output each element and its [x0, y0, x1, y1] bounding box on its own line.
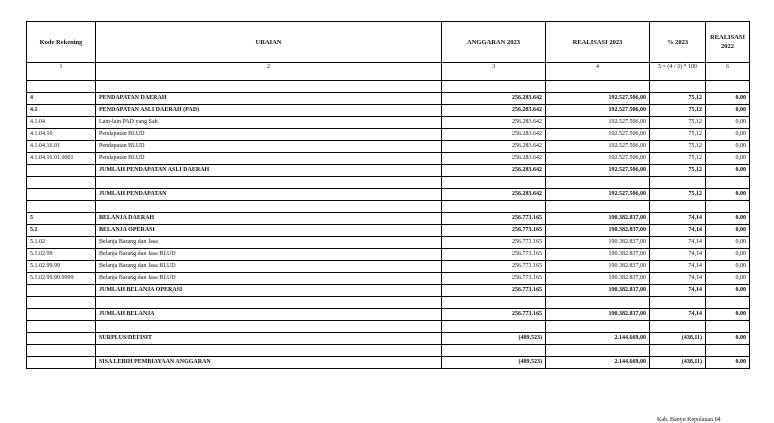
- anggaran-cell: 256.773.165: [442, 237, 546, 249]
- column-number: 5 = (4 / 3) * 100: [650, 63, 706, 81]
- empty-cell: [27, 201, 96, 213]
- anggaran-cell: 256.773.165: [442, 225, 546, 237]
- empty-cell: [27, 177, 96, 189]
- uraian-cell: JUMLAH PENDAPATAN ASLI DAERAH: [96, 165, 442, 177]
- uraian-cell: JUMLAH BELANJA: [96, 309, 442, 321]
- realisasi-cell: 190.382.837,00: [546, 213, 650, 225]
- kode-cell: 5.1.02.99: [27, 249, 96, 261]
- empty-cell: [442, 345, 546, 357]
- empty-cell: [650, 201, 706, 213]
- uraian-cell: SISA LEBIH PEMBIAYAAN ANGGARAN: [96, 357, 442, 369]
- table-row: [27, 165, 750, 177]
- persen-cell: 75,12: [650, 165, 706, 177]
- kode-cell: 4.1.04.16.01.0001: [27, 153, 96, 165]
- persen-cell: 74,14: [650, 285, 706, 297]
- realisasi-prev-cell: 0,00: [706, 333, 750, 345]
- anggaran-cell: 256.773.165: [442, 213, 546, 225]
- persen-cell: 74,14: [650, 261, 706, 273]
- blank-row: [27, 297, 750, 309]
- kode-cell: 5.1.02: [27, 237, 96, 249]
- realisasi-cell: 190.382.837,00: [546, 309, 650, 321]
- column-number: 1: [27, 63, 96, 81]
- anggaran-cell: 256.773.165: [442, 309, 546, 321]
- persen-cell: 74,14: [650, 249, 706, 261]
- uraian-cell: Lain-lain PAD yang Sah: [96, 117, 442, 129]
- uraian-cell: BELANJA DAERAH: [96, 213, 442, 225]
- empty-cell: [650, 345, 706, 357]
- blank-row: [27, 177, 750, 189]
- header-uraian: URAIAN: [96, 22, 442, 63]
- kode-cell: [27, 357, 96, 369]
- uraian-cell: JUMLAH BELANJA OPERASI: [96, 285, 442, 297]
- realisasi-cell: 192.527.506,00: [546, 153, 650, 165]
- column-number: 3: [442, 63, 546, 81]
- table-row: [27, 285, 750, 297]
- realisasi-cell: 2.144.669,00: [546, 333, 650, 345]
- empty-cell: [706, 201, 750, 213]
- anggaran-cell: 256.283.642: [442, 153, 546, 165]
- uraian-cell: Pendapatan BLUD: [96, 129, 442, 141]
- realisasi-prev-cell: 0,00: [706, 93, 750, 105]
- empty-cell: [27, 297, 96, 309]
- realisasi-cell: 190.382.837,00: [546, 273, 650, 285]
- realisasi-prev-cell: 0,00: [706, 237, 750, 249]
- realisasi-prev-cell: 0,00: [706, 117, 750, 129]
- table-row: [27, 261, 750, 273]
- anggaran-cell: 256.283.642: [442, 189, 546, 201]
- anggaran-cell: 256.283.642: [442, 105, 546, 117]
- realisasi-prev-cell: 0,00: [706, 129, 750, 141]
- persen-cell: 74,14: [650, 273, 706, 285]
- persen-cell: (438,11): [650, 333, 706, 345]
- kode-cell: [27, 285, 96, 297]
- header-realisasi-2023: REALISASI 2023: [546, 22, 650, 63]
- empty-cell: [650, 81, 706, 93]
- table-row: [27, 309, 750, 321]
- anggaran-cell: (489.523): [442, 357, 546, 369]
- realisasi-prev-cell: 0,00: [706, 273, 750, 285]
- table-row: [27, 213, 750, 225]
- kode-cell: 4.1: [27, 105, 96, 117]
- table-row: [27, 357, 750, 369]
- uraian-cell: BELANJA OPERASI: [96, 225, 442, 237]
- kode-cell: 5.1: [27, 225, 96, 237]
- realisasi-prev-cell: 0,00: [706, 165, 750, 177]
- kode-cell: [27, 309, 96, 321]
- empty-cell: [96, 177, 442, 189]
- persen-cell: (438,11): [650, 357, 706, 369]
- empty-cell: [442, 177, 546, 189]
- table-body: [27, 81, 750, 369]
- anggaran-cell: 256.283.642: [442, 93, 546, 105]
- realisasi-cell: 192.527.506,00: [546, 117, 650, 129]
- empty-cell: [546, 201, 650, 213]
- anggaran-cell: 256.283.642: [442, 117, 546, 129]
- table-row: [27, 333, 750, 345]
- empty-cell: [96, 81, 442, 93]
- realisasi-cell: 190.382.837,00: [546, 249, 650, 261]
- table-row: [27, 129, 750, 141]
- realisasi-prev-cell: 0,00: [706, 153, 750, 165]
- empty-cell: [546, 297, 650, 309]
- empty-cell: [706, 177, 750, 189]
- persen-cell: 75,12: [650, 117, 706, 129]
- kode-cell: 4.1.04: [27, 117, 96, 129]
- blank-row: [27, 321, 750, 333]
- persen-cell: 74,14: [650, 213, 706, 225]
- uraian-cell: Belanja Barang dan Jasa BLUD: [96, 261, 442, 273]
- empty-cell: [546, 177, 650, 189]
- budget-realization-table: [26, 21, 750, 369]
- column-number: 4: [546, 63, 650, 81]
- realisasi-prev-cell: 0,00: [706, 309, 750, 321]
- uraian-cell: Pendapatan BLUD: [96, 153, 442, 165]
- uraian-cell: PENDAPATAN ASLI DAERAH (PAD): [96, 105, 442, 117]
- kode-cell: [27, 189, 96, 201]
- kode-cell: 4.1.04.16.01: [27, 141, 96, 153]
- header-anggaran-2023: ANGGARAN 2023: [442, 22, 546, 63]
- persen-cell: 74,14: [650, 309, 706, 321]
- realisasi-cell: 192.527.506,00: [546, 93, 650, 105]
- uraian-cell: JUMLAH PENDAPATAN: [96, 189, 442, 201]
- anggaran-cell: 256.283.642: [442, 129, 546, 141]
- empty-cell: [546, 345, 650, 357]
- table-row: [27, 141, 750, 153]
- empty-cell: [706, 345, 750, 357]
- persen-cell: 75,12: [650, 93, 706, 105]
- realisasi-cell: 192.527.506,00: [546, 165, 650, 177]
- blank-row: [27, 81, 750, 93]
- realisasi-cell: 190.382.837,00: [546, 261, 650, 273]
- empty-cell: [27, 81, 96, 93]
- table-row: [27, 153, 750, 165]
- header-kode-rekening: Kode Rekening: [27, 22, 96, 63]
- anggaran-cell: 256.283.642: [442, 141, 546, 153]
- table-row: [27, 273, 750, 285]
- table-row: [27, 237, 750, 249]
- anggaran-cell: 256.773.165: [442, 273, 546, 285]
- realisasi-cell: 190.382.837,00: [546, 237, 650, 249]
- realisasi-cell: 192.527.506,00: [546, 189, 650, 201]
- realisasi-prev-cell: 0,00: [706, 213, 750, 225]
- column-number-row: [27, 63, 750, 81]
- uraian-cell: PENDAPATAN DAERAH: [96, 93, 442, 105]
- empty-cell: [442, 321, 546, 333]
- persen-cell: 74,14: [650, 225, 706, 237]
- column-number: 6: [706, 63, 750, 81]
- page-footer: Kab. Banyu Kepulauan 04: [657, 417, 721, 423]
- empty-cell: [650, 297, 706, 309]
- kode-cell: 4.1.04.16: [27, 129, 96, 141]
- column-number: 2: [96, 63, 442, 81]
- kode-cell: [27, 165, 96, 177]
- empty-cell: [27, 345, 96, 357]
- uraian-cell: Pendapatan BLUD: [96, 141, 442, 153]
- empty-cell: [442, 81, 546, 93]
- anggaran-cell: 256.773.165: [442, 285, 546, 297]
- realisasi-cell: 190.382.837,00: [546, 225, 650, 237]
- realisasi-cell: 192.527.506,00: [546, 129, 650, 141]
- empty-cell: [96, 201, 442, 213]
- persen-cell: 74,14: [650, 237, 706, 249]
- persen-cell: 75,12: [650, 105, 706, 117]
- realisasi-prev-cell: 0,00: [706, 261, 750, 273]
- realisasi-cell: 2.144.669,00: [546, 357, 650, 369]
- anggaran-cell: 256.773.165: [442, 261, 546, 273]
- blank-row: [27, 345, 750, 357]
- empty-cell: [442, 201, 546, 213]
- table-row: [27, 117, 750, 129]
- header-persen-2023: % 2023: [650, 22, 706, 63]
- table-row: [27, 249, 750, 261]
- anggaran-cell: 256.283.642: [442, 165, 546, 177]
- header-realisasi-2022: REALISASI 2022: [706, 22, 750, 63]
- persen-cell: 75,12: [650, 189, 706, 201]
- empty-cell: [706, 297, 750, 309]
- table-row: [27, 93, 750, 105]
- empty-cell: [546, 321, 650, 333]
- empty-cell: [706, 81, 750, 93]
- blank-row: [27, 201, 750, 213]
- uraian-cell: Belanja Barang dan Jasa BLUD: [96, 273, 442, 285]
- table-row: [27, 105, 750, 117]
- realisasi-prev-cell: 0,00: [706, 105, 750, 117]
- empty-cell: [706, 321, 750, 333]
- realisasi-prev-cell: 0,00: [706, 225, 750, 237]
- empty-cell: [96, 345, 442, 357]
- empty-cell: [96, 321, 442, 333]
- empty-cell: [27, 321, 96, 333]
- table-row: [27, 225, 750, 237]
- empty-cell: [96, 297, 442, 309]
- anggaran-cell: (489.523): [442, 333, 546, 345]
- anggaran-cell: 256.773.165: [442, 249, 546, 261]
- table-row: [27, 189, 750, 201]
- kode-cell: [27, 333, 96, 345]
- realisasi-prev-cell: 0,00: [706, 249, 750, 261]
- realisasi-cell: 192.527.506,00: [546, 105, 650, 117]
- realisasi-cell: 190.382.837,00: [546, 285, 650, 297]
- realisasi-cell: 192.527.506,00: [546, 141, 650, 153]
- table-header-row: [27, 22, 750, 63]
- kode-cell: 5.1.02.99.99: [27, 261, 96, 273]
- uraian-cell: Belanja Barang dan Jasa: [96, 237, 442, 249]
- empty-cell: [546, 81, 650, 93]
- kode-cell: 4: [27, 93, 96, 105]
- persen-cell: 75,12: [650, 141, 706, 153]
- persen-cell: 75,12: [650, 129, 706, 141]
- persen-cell: 75,12: [650, 153, 706, 165]
- empty-cell: [650, 321, 706, 333]
- kode-cell: 5.1.02.99.99.9999: [27, 273, 96, 285]
- empty-cell: [442, 297, 546, 309]
- realisasi-prev-cell: 0,00: [706, 285, 750, 297]
- empty-cell: [650, 177, 706, 189]
- uraian-cell: Belanja Barang dan Jasa BLUD: [96, 249, 442, 261]
- kode-cell: 5: [27, 213, 96, 225]
- realisasi-prev-cell: 0,00: [706, 141, 750, 153]
- realisasi-prev-cell: 0,00: [706, 189, 750, 201]
- realisasi-prev-cell: 0,00: [706, 357, 750, 369]
- uraian-cell: SURPLUS/DEFISIT: [96, 333, 442, 345]
